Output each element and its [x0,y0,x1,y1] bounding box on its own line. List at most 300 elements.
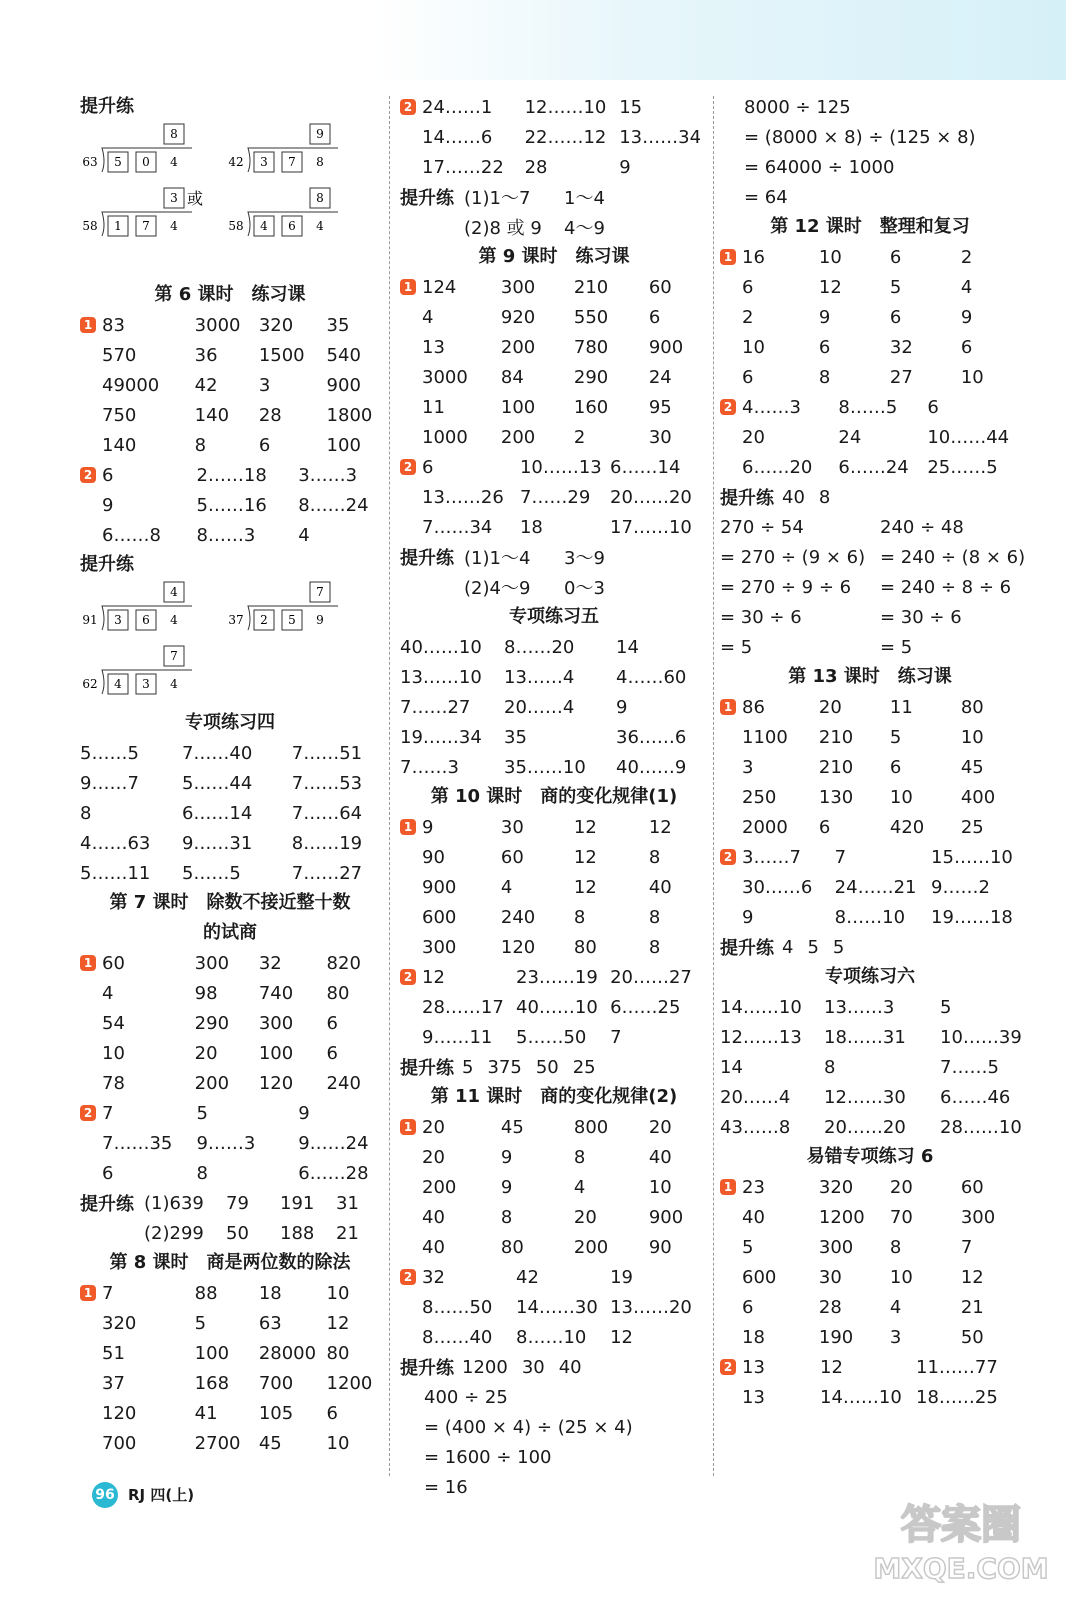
answer-cell: 200 [500,336,536,358]
answer-cell: 10 [889,1266,913,1288]
lesson-12-title: 第 12 课时 整理和复习 [770,216,970,237]
l12q1-row [720,362,1020,392]
answer-cell: 700 [258,1372,294,1394]
calc-step: 240 ÷ 48 [880,516,964,538]
answer-cell: 190 [818,1326,854,1348]
answer-cell: 23……19 [516,966,598,988]
answer-cell: 41 [194,1402,218,1424]
l9q2-row [400,452,708,482]
answer-cell: 40 [742,1206,765,1228]
answer-cell: 6……28 [298,1162,369,1184]
calc-pair-row [720,512,1020,542]
answer-cell: 35……10 [504,756,586,778]
digit: 8 [316,155,324,169]
l13-tisheng [720,932,1020,962]
answer-cell: 24 [648,366,672,388]
answer-cell: 13 [742,1356,765,1378]
answer-cell: 3000 [194,314,241,336]
divisor: 91 [82,613,98,627]
calc-step: = 240 ÷ (8 × 6) [880,546,1026,568]
column-1 [80,92,380,1458]
answer-cell: 8……5 [838,396,898,418]
answer-cell: 900 [648,1206,684,1228]
ycq1-row [720,1202,1020,1232]
tisheng-label: 提升练 [80,1194,134,1215]
answer-cell: 600 [422,906,457,928]
answer-cell: 9……24 [298,1132,369,1154]
calc-step: = 16 [424,1476,468,1498]
answer-cell: 32 [422,1266,445,1288]
answer-cell: 25 [572,1056,596,1078]
long-division-row [80,644,380,708]
digit: 4 [170,219,178,233]
answer-cell: 1000 [422,426,468,448]
answer-cell: 20……4 [720,1086,791,1108]
answer-cell: 8 [194,434,207,456]
question-badge: 1 [400,279,416,295]
long-division-row [80,186,380,250]
answer-cell: 375 [487,1056,522,1078]
answer-cell: 50 [535,1056,559,1078]
answer-cell: 8 [889,1236,902,1258]
top-color-band [0,0,1066,80]
answer-cell: 13……10 [400,666,482,688]
answer-cell: 40 [558,1356,582,1378]
answer-cell: 20 [194,1042,218,1064]
l10q1-row [400,842,708,872]
answer-cell: 740 [258,982,294,1004]
tisheng-label: 提升练 [400,1358,454,1379]
l7q1-row [80,1068,380,1098]
answer-cell: 200 [573,1236,609,1258]
answer-cell: 22……12 [524,126,607,148]
answer-cell: 700 [102,1432,137,1454]
l10q1-row [400,812,708,842]
answer-cell: 1800 [326,404,373,426]
z6-row [720,1082,1020,1112]
answer-cell: 140 [102,434,137,456]
answer-cell: 12 [648,816,672,838]
digit: 4 [316,219,324,233]
quotient: 8 [316,191,324,205]
answer-cell: 79 [226,1192,249,1214]
answer-cell: 7……3 [400,756,459,778]
l10-tisheng [400,1052,708,1082]
z5-row [400,722,708,752]
answer-cell: 6 [422,456,434,478]
l12q2-row [720,452,1020,482]
quotient: 3 [170,191,178,205]
answer-cell: 10……39 [940,1026,1022,1048]
l8q2-row [400,92,708,122]
long-division [226,186,356,244]
special-practice-6-title: 专项练习六 [825,966,915,987]
digit: 5 [288,613,296,627]
answer-cell: 4 [782,936,794,958]
answer-cell: 5 [889,726,902,748]
tisheng-label: 提升练 [400,188,454,209]
l12q1-row [720,332,1020,362]
answer-cell: 6 [648,306,661,328]
tisheng-heading: 提升练 [80,96,134,117]
divisor: 58 [228,219,244,233]
answer-cell: 900 [422,876,457,898]
answer-cell: 9 [960,306,973,328]
answer-cell: 42 [516,1266,539,1288]
answer-cell: 920 [500,306,536,328]
answer-cell: 300 [500,276,536,298]
answer-cell: 7 [960,1236,973,1258]
quotient: 8 [170,127,178,141]
question-badge: 2 [80,1105,96,1121]
answer-cell: 3……7 [742,846,801,868]
answer-cell: 20 [422,1116,445,1138]
l6q1-row [80,370,380,400]
long-division-row [80,580,380,644]
answer-cell: 3 [258,374,271,396]
answer-cell: 12……13 [720,1026,802,1048]
answer-cell: 13……20 [610,1296,692,1318]
answer-cell: 12 [610,1326,633,1348]
answer-cell: 54 [102,1012,125,1034]
answer-cell: 10 [102,1042,125,1064]
divisor: 62 [82,677,98,691]
answer-cell: 5 [832,936,845,958]
answer-cell: 188 [280,1222,315,1244]
answer-cell: 7……5 [940,1056,999,1078]
answer-cell: 780 [573,336,609,358]
answer-cell: 6……46 [940,1086,1011,1108]
calc-step: = 30 ÷ 6 [720,606,802,628]
question-badge: 1 [720,699,736,715]
calc-step: 400 ÷ 25 [424,1386,508,1408]
answer-cell: 100 [194,1342,230,1364]
answer-cell: 5……5 [80,742,139,764]
answer-cell: 820 [326,952,361,974]
l10q2-row [400,1022,708,1052]
answer-cell: 17……10 [610,516,692,538]
answer-cell: 98 [194,982,218,1004]
answer-cell: 6 [326,1042,338,1064]
answer-cell: 9 [818,306,831,328]
answer-cell: 18……31 [824,1026,906,1048]
answer-cell: 36 [194,344,218,366]
tisheng-label: 提升练 [400,1058,454,1079]
answer-cell: 86 [742,696,765,718]
answer-cell: 63 [258,1312,282,1334]
answer-cell: 30 [818,1266,842,1288]
z4-row [80,768,380,798]
digit: 1 [114,219,122,233]
answer-cell: 37 [102,1372,125,1394]
l12q1-row [720,302,1020,332]
ycq1-row [720,1292,1020,1322]
z4-row [80,738,380,768]
l11q1-row [400,1112,708,1142]
answer-cell: 3000 [422,366,468,388]
calc-step: = 1600 ÷ 100 [424,1446,552,1468]
answer-cell: 10 [889,786,913,808]
answer-cell: 320 [258,314,294,336]
answer-cell: 1～4 [564,188,605,209]
answer-cell: 4 [889,1296,902,1318]
calc-line [400,1442,708,1472]
l11q2-row [400,1292,708,1322]
answer-cell: 9……2 [931,876,990,898]
answer-cell: 28 [258,404,282,426]
answer-cell: 9 [422,816,434,838]
answer-cell: 24……21 [834,876,917,898]
answer-cell: (1)1～4 [464,548,531,569]
tisheng-heading: 提升练 [80,554,134,575]
answer-cell: 4……63 [80,832,151,854]
l8q2-row [400,122,708,152]
answer-cell: 80 [573,936,597,958]
answer-cell: 6……8 [102,524,161,546]
answer-cell: 30 [648,426,672,448]
l8q1-row [80,1428,380,1458]
answer-cell: 78 [102,1072,125,1094]
l6q1-row [80,430,380,460]
calc-pair-row [720,632,1020,662]
answer-cell: 800 [573,1116,609,1138]
column-3 [720,92,1026,1412]
answer-cell: 200 [194,1072,230,1094]
calc-line [400,1412,708,1442]
answer-cell: 80 [326,982,350,1004]
answer-cell: (1)1～7 [464,188,531,209]
answer-cell: 100 [500,396,536,418]
answer-cell: 8……50 [422,1296,493,1318]
z5-row [400,632,708,662]
answer-cell: 14……10 [820,1386,902,1408]
answer-cell: 84 [500,366,524,388]
answer-cell: 14……30 [516,1296,598,1318]
answer-cell: 120 [258,1072,294,1094]
answer-cell: 9 [619,156,631,178]
answer-cell: 6 [742,366,754,388]
answer-cell: 5……16 [196,494,267,516]
answer-cell: 20 [742,426,765,448]
question-badge: 2 [400,969,416,985]
l9-tisheng [400,572,708,602]
answer-cell: 6 [927,396,939,418]
z6-row [720,992,1020,1022]
answer-cell: 9 [742,906,754,928]
answer-cell: 320 [818,1176,854,1198]
answer-cell: 300 [818,1236,854,1258]
l7q1-row [80,1008,380,1038]
digit: 4 [170,613,178,627]
answer-cell: 300 [422,936,457,958]
answer-cell: 45 [258,1432,282,1454]
answer-cell: 12 [818,276,842,298]
answer-cell: 7……53 [291,772,363,794]
answer-cell: 25 [960,816,984,838]
calc-step: = 270 ÷ (9 × 6) [720,546,866,568]
l7q1-row [80,978,380,1008]
answer-cell: 3 [889,1326,902,1348]
calc-line [400,1472,708,1502]
answer-cell: 1200 [326,1372,373,1394]
ycq1-row [720,1322,1020,1352]
answer-cell: 90 [422,846,445,868]
answer-cell: 8 [80,802,92,824]
answer-cell: 6……24 [838,456,909,478]
digit: 9 [316,613,324,627]
answer-cell: 10……13 [519,456,602,478]
answer-cell: 12……10 [524,96,607,118]
answer-cell: 14……6 [422,126,493,148]
answer-cell: 28……10 [940,1116,1022,1138]
l9q1-row [400,302,708,332]
l13q2-row [720,872,1020,902]
answer-cell: 18 [258,1282,282,1304]
l6q2-row [80,460,380,490]
z4-row [80,798,380,828]
answer-cell: 13……34 [619,126,702,148]
l12q1-row [720,242,1020,272]
z4-row [80,858,380,888]
answer-cell: 13 [422,336,445,358]
l13q1-row [720,692,1020,722]
answer-cell: 6 [102,1162,114,1184]
answer-cell: 5 [807,936,819,958]
answer-cell: 9 [298,1102,310,1124]
divisor: 58 [82,219,98,233]
answer-cell: 19……18 [931,906,1013,928]
answer-cell: 8 [573,906,586,928]
answer-cell: 13 [742,1386,765,1408]
answer-cell: 18……25 [916,1386,998,1408]
answer-cell: 9……7 [80,772,139,794]
answer-cell: 105 [258,1402,294,1424]
l13q2-row [720,842,1020,872]
long-division [80,644,210,702]
quotient: 9 [316,127,324,141]
tisheng-label: 提升练 [720,938,774,959]
answer-cell: 0～3 [564,578,605,599]
digit: 7 [142,219,150,233]
long-division-row [80,122,380,186]
answer-cell: 9 [616,696,628,718]
answer-cell: 300 [258,1012,294,1034]
answer-cell: 35 [326,314,350,336]
answer-cell: (2)4～9 [464,578,531,599]
answer-cell: 6 [326,1012,338,1034]
answer-cell: 124 [422,276,457,298]
answer-cell: 40……10 [400,636,482,658]
answer-cell: 5 [940,996,952,1018]
answer-cell: 28 [524,156,548,178]
answer-cell: 6……20 [742,456,813,478]
answer-cell: 20……20 [610,486,692,508]
answer-cell: 14……10 [720,996,802,1018]
answer-cell: 40……9 [616,756,687,778]
answer-cell: 5……11 [80,862,151,884]
answer-cell: 83 [102,314,125,336]
question-badge: 1 [80,317,96,333]
answer-cell: 20……27 [610,966,692,988]
answer-cell: 8……24 [298,494,369,516]
answer-cell: 40 [422,1206,445,1228]
ycq1-row [720,1262,1020,1292]
answer-cell: 168 [194,1372,230,1394]
answer-cell: 1100 [742,726,788,748]
answer-cell: 40 [422,1236,445,1258]
answer-cell: 28000 [258,1342,317,1364]
answer-cell: 7 [610,1026,622,1048]
answer-cell: 45 [960,756,984,778]
answer-cell: 7……40 [181,742,253,764]
answer-cell: 6 [258,434,271,456]
answer-cell: 11 [422,396,445,418]
answer-cell: 3～9 [564,548,605,569]
answer-cell: 20 [889,1176,913,1198]
answer-cell: 10 [960,726,984,748]
l6q1-row [80,310,380,340]
answer-cell: 11……77 [916,1356,998,1378]
answer-cell: 7……51 [291,742,363,764]
answer-cell: (2)299 [144,1222,204,1244]
answer-cell: 12 [573,846,597,868]
calc-step: = 64000 ÷ 1000 [744,156,895,178]
lesson-6-title: 第 6 课时 练习课 [154,284,306,305]
l6q1-row [80,340,380,370]
long-division [80,580,210,638]
answer-cell: 17……22 [422,156,504,178]
l11q2-row [400,1322,708,1352]
tisheng-label: 提升练 [400,548,454,569]
l7q1-row [80,1038,380,1068]
answer-cell: 13……26 [422,486,504,508]
l10q2-row [400,962,708,992]
ycq2-row [720,1352,1020,1382]
l9q2-row [400,512,708,542]
l9q1-row [400,422,708,452]
z6-row [720,1112,1020,1142]
answer-cell: 11 [889,696,913,718]
answer-cell: 4……60 [616,666,687,688]
answer-cell: 19……34 [400,726,482,748]
ycq1-row [720,1172,1020,1202]
answer-cell: 4～9 [564,218,605,239]
answer-cell: 8 [818,366,831,388]
answer-cell: 20 [648,1116,672,1138]
long-division [226,580,356,638]
answer-cell: 60 [500,846,524,868]
answer-cell: 6 [889,246,902,268]
answer-cell: 12 [960,1266,984,1288]
question-badge: 2 [400,459,416,475]
answer-cell: 18 [519,516,543,538]
answer-cell: 15……10 [931,846,1013,868]
lesson-7-title-cont: 的试商 [203,922,257,943]
answer-cell: 7……34 [422,516,493,538]
answer-cell: 12……30 [824,1086,906,1108]
answer-cell: 160 [573,396,609,418]
calc-step: = 5 [880,636,913,658]
answer-cell: 6 [818,816,831,838]
calc-pair-row [720,602,1020,632]
l13q2-row [720,902,1020,932]
lesson-10-title: 第 10 课时 商的变化规律(1) [430,786,678,807]
answer-cell: 3……3 [298,464,358,486]
answer-cell: 320 [102,1312,137,1334]
l9q1-row [400,392,708,422]
long-division [80,186,210,244]
l8q1-row [80,1338,380,1368]
